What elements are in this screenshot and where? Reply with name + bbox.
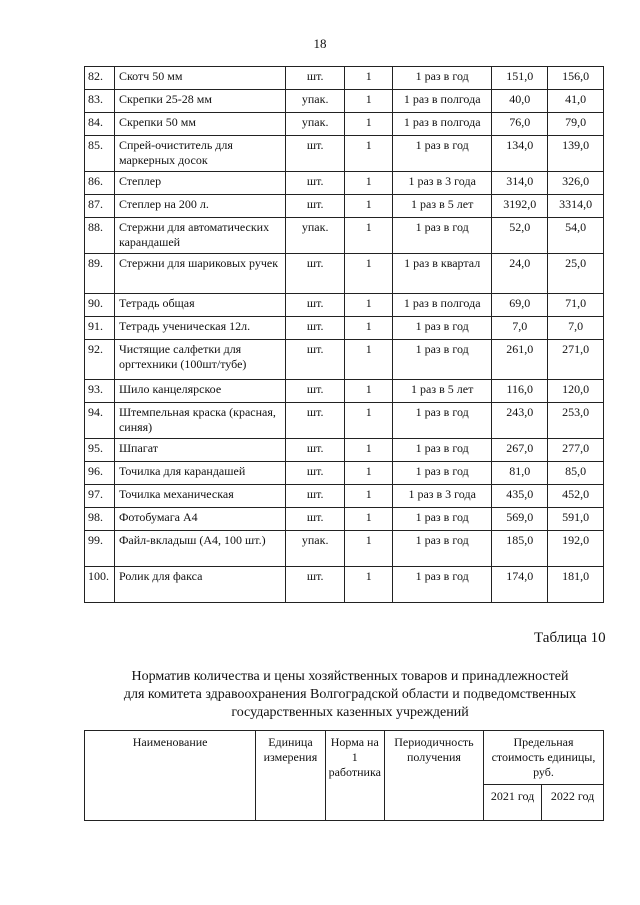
item-name: Точилка для карандашей [114,462,285,485]
item-name: Файл-вкладыш (А4, 100 шт.) [114,531,285,567]
table-row [85,136,604,172]
table-row [85,317,604,340]
item-qty: 1 [345,218,393,254]
price-2022: 277,0 [548,439,604,462]
row-number: 97. [85,485,115,508]
price-2022: 181,0 [548,567,604,603]
row-number: 89. [85,254,115,294]
table-label: Таблица 10 [534,630,606,646]
item-unit: шт. [285,136,345,172]
price-2022: 139,0 [548,136,604,172]
item-qty: 1 [345,462,393,485]
item-period: 1 раз в год [393,317,492,340]
title-line: Норматив количества и цены хозяйственных товаров и принадлежностей [131,669,569,684]
table-title [60,668,640,722]
price-2021: 435,0 [492,485,548,508]
item-period: 1 раз в год [393,462,492,485]
price-2021: 267,0 [492,439,548,462]
price-2021: 134,0 [492,136,548,172]
price-2022: 591,0 [548,508,604,531]
item-period: 1 раз в квартал [393,254,492,294]
table-row [85,195,604,218]
item-name: Точилка механическая [114,485,285,508]
row-number: 96. [85,462,115,485]
table-row [85,113,604,136]
title-line: для комитета здравоохранения Волгоградской области и подведомственных [123,687,577,702]
item-period: 1 раз в 5 лет [393,195,492,218]
row-number: 91. [85,317,115,340]
item-unit: шт. [285,340,345,380]
item-unit: шт. [285,67,345,90]
header-2021: 2021 год [483,785,541,821]
price-2021: 261,0 [492,340,548,380]
table-row [85,218,604,254]
item-qty: 1 [345,340,393,380]
item-qty: 1 [345,508,393,531]
table-row [85,567,604,603]
price-2021: 76,0 [492,113,548,136]
item-period: 1 раз в полгода [393,294,492,317]
row-number: 93. [85,380,115,403]
item-unit: шт. [285,254,345,294]
item-unit: упак. [285,113,345,136]
table-row [85,403,604,439]
item-qty: 1 [345,380,393,403]
table-row [85,462,604,485]
item-unit: шт. [285,567,345,603]
item-period: 1 раз в год [393,403,492,439]
item-name: Шило канцелярское [114,380,285,403]
item-period: 1 раз в год [393,439,492,462]
item-period: 1 раз в год [393,340,492,380]
item-name: Спрей-очиститель для маркерных досок [114,136,285,172]
header-norm: Норма на 1 работника [325,731,384,821]
item-qty: 1 [345,113,393,136]
row-number: 88. [85,218,115,254]
price-2022: 326,0 [548,172,604,195]
item-period: 1 раз в год [393,136,492,172]
table-row [85,340,604,380]
row-number: 100. [85,567,115,603]
price-2021: 52,0 [492,218,548,254]
item-unit: шт. [285,462,345,485]
item-qty: 1 [345,195,393,218]
header-unit: Единица измерения [256,731,325,821]
item-qty: 1 [345,294,393,317]
title-line: государственных казенных учреждений [231,705,469,720]
price-2022: 85,0 [548,462,604,485]
item-qty: 1 [345,136,393,172]
item-unit: шт. [285,317,345,340]
row-number: 84. [85,113,115,136]
item-unit: упак. [285,90,345,113]
price-2022: 71,0 [548,294,604,317]
item-unit: шт. [285,195,345,218]
price-2021: 3192,0 [492,195,548,218]
item-name: Штемпельная краска (красная, синяя) [114,403,285,439]
row-number: 87. [85,195,115,218]
item-name: Скотч 50 мм [114,67,285,90]
price-2022: 54,0 [548,218,604,254]
price-2022: 7,0 [548,317,604,340]
item-unit: шт. [285,294,345,317]
item-period: 1 раз в 5 лет [393,380,492,403]
price-2021: 69,0 [492,294,548,317]
page-number: 18 [313,36,327,51]
price-2021: 174,0 [492,567,548,603]
price-2022: 271,0 [548,340,604,380]
table-row [85,294,604,317]
row-number: 98. [85,508,115,531]
item-unit: шт. [285,508,345,531]
table-row [85,485,604,508]
header-name: Наименование [85,731,256,821]
item-unit: шт. [285,439,345,462]
item-unit: шт. [285,485,345,508]
header-table [84,730,604,821]
table-row [85,380,604,403]
item-qty: 1 [345,485,393,508]
row-number: 85. [85,136,115,172]
item-qty: 1 [345,67,393,90]
row-number: 94. [85,403,115,439]
price-2022: 156,0 [548,67,604,90]
price-2021: 243,0 [492,403,548,439]
table-row [85,531,604,567]
price-2021: 314,0 [492,172,548,195]
row-number: 83. [85,90,115,113]
table-row [85,508,604,531]
item-qty: 1 [345,172,393,195]
row-number: 99. [85,531,115,567]
header-price: Предельная стоимость единицы, руб. [483,731,603,785]
item-name: Шпагат [114,439,285,462]
item-qty: 1 [345,254,393,294]
price-2022: 79,0 [548,113,604,136]
item-unit: шт. [285,380,345,403]
item-name: Стержни для шариковых ручек [114,254,285,294]
item-name: Чистящие салфетки для оргтехники (100шт/тубе) [114,340,285,380]
item-period: 1 раз в полгода [393,90,492,113]
item-period: 1 раз в год [393,567,492,603]
item-name: Степлер [114,172,285,195]
item-name: Тетрадь общая [114,294,285,317]
price-2022: 120,0 [548,380,604,403]
price-2022: 41,0 [548,90,604,113]
table-row [85,67,604,90]
item-name: Стержни для автоматических карандашей [114,218,285,254]
item-unit: шт. [285,172,345,195]
price-2021: 185,0 [492,531,548,567]
item-name: Ролик для факса [114,567,285,603]
item-name: Степлер на 200 л. [114,195,285,218]
table-row [85,90,604,113]
row-number: 95. [85,439,115,462]
row-number: 90. [85,294,115,317]
price-2021: 116,0 [492,380,548,403]
item-qty: 1 [345,567,393,603]
item-name: Тетрадь ученическая 12л. [114,317,285,340]
item-name: Фотобумага А4 [114,508,285,531]
item-qty: 1 [345,403,393,439]
header-2022: 2022 год [542,785,604,821]
table-row [85,172,604,195]
item-qty: 1 [345,531,393,567]
price-2022: 253,0 [548,403,604,439]
row-number: 86. [85,172,115,195]
table-row [85,439,604,462]
price-2021: 24,0 [492,254,548,294]
item-period: 1 раз в год [393,67,492,90]
table-row [85,254,604,294]
price-2021: 569,0 [492,508,548,531]
item-qty: 1 [345,90,393,113]
item-name: Скрепки 25-28 мм [114,90,285,113]
item-period: 1 раз в 3 года [393,485,492,508]
item-period: 1 раз в год [393,508,492,531]
header-period: Периодичность получения [384,731,483,821]
item-name: Скрепки 50 мм [114,113,285,136]
row-number: 92. [85,340,115,380]
price-2022: 192,0 [548,531,604,567]
price-2022: 452,0 [548,485,604,508]
item-period: 1 раз в год [393,218,492,254]
price-2021: 7,0 [492,317,548,340]
item-unit: упак. [285,218,345,254]
item-period: 1 раз в год [393,531,492,567]
item-qty: 1 [345,439,393,462]
item-qty: 1 [345,317,393,340]
price-2022: 25,0 [548,254,604,294]
item-period: 1 раз в полгода [393,113,492,136]
item-unit: упак. [285,531,345,567]
item-unit: шт. [285,403,345,439]
row-number: 82. [85,67,115,90]
price-2021: 40,0 [492,90,548,113]
items-table [84,66,604,603]
item-period: 1 раз в 3 года [393,172,492,195]
price-2022: 3314,0 [548,195,604,218]
price-2021: 81,0 [492,462,548,485]
price-2021: 151,0 [492,67,548,90]
